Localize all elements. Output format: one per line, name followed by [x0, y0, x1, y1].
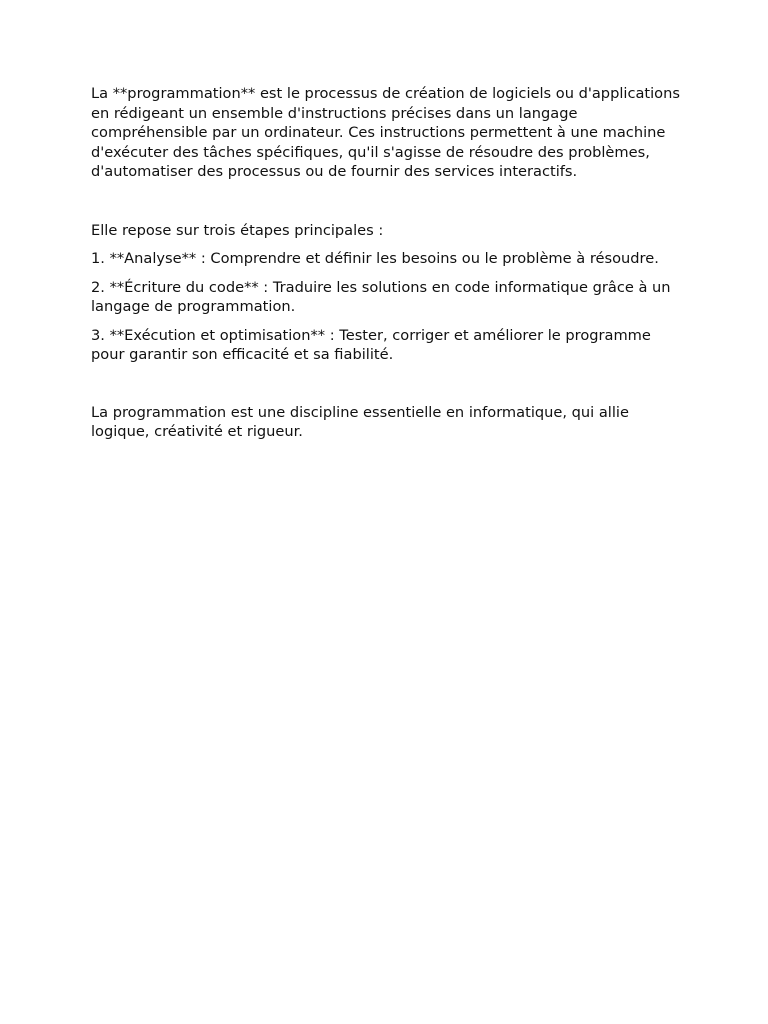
conclusion-paragraph: La programmation est une discipline essentielle en informatique, qui allie logique, créativité et rigueur. — [91, 403, 629, 440]
step-analyse: 1. **Analyse** : Comprendre et définir les besoins ou le problème à résoudre. — [91, 250, 659, 267]
document-page — [91, 84, 681, 442]
steps-lead-text: Elle repose sur trois étapes principales : — [91, 221, 384, 239]
step-execution-optimisation: 3. **Exécution et optimisation** : Tester, corriger et améliorer le programme pour garantir son efficacité et sa fiabilité. — [91, 326, 651, 363]
steps-list — [91, 249, 681, 365]
intro-paragraph: La **programmation** est le processus de création de logiciels ou d'applications en rédigeant un ensemble d'instructions précises dans un langage compréhensible par un ordinateur. Ces instructions permettent à une machine d'exécuter des tâches spécifiques, qu'il s'agisse de résoudre des problèmes, d'automatiser des processus ou de fournir des services interactifs. — [91, 85, 680, 180]
step-ecriture-du-code: 2. **Écriture du code** : Traduire les solutions en code informatique grâce à un langage de programmation. — [91, 278, 671, 315]
